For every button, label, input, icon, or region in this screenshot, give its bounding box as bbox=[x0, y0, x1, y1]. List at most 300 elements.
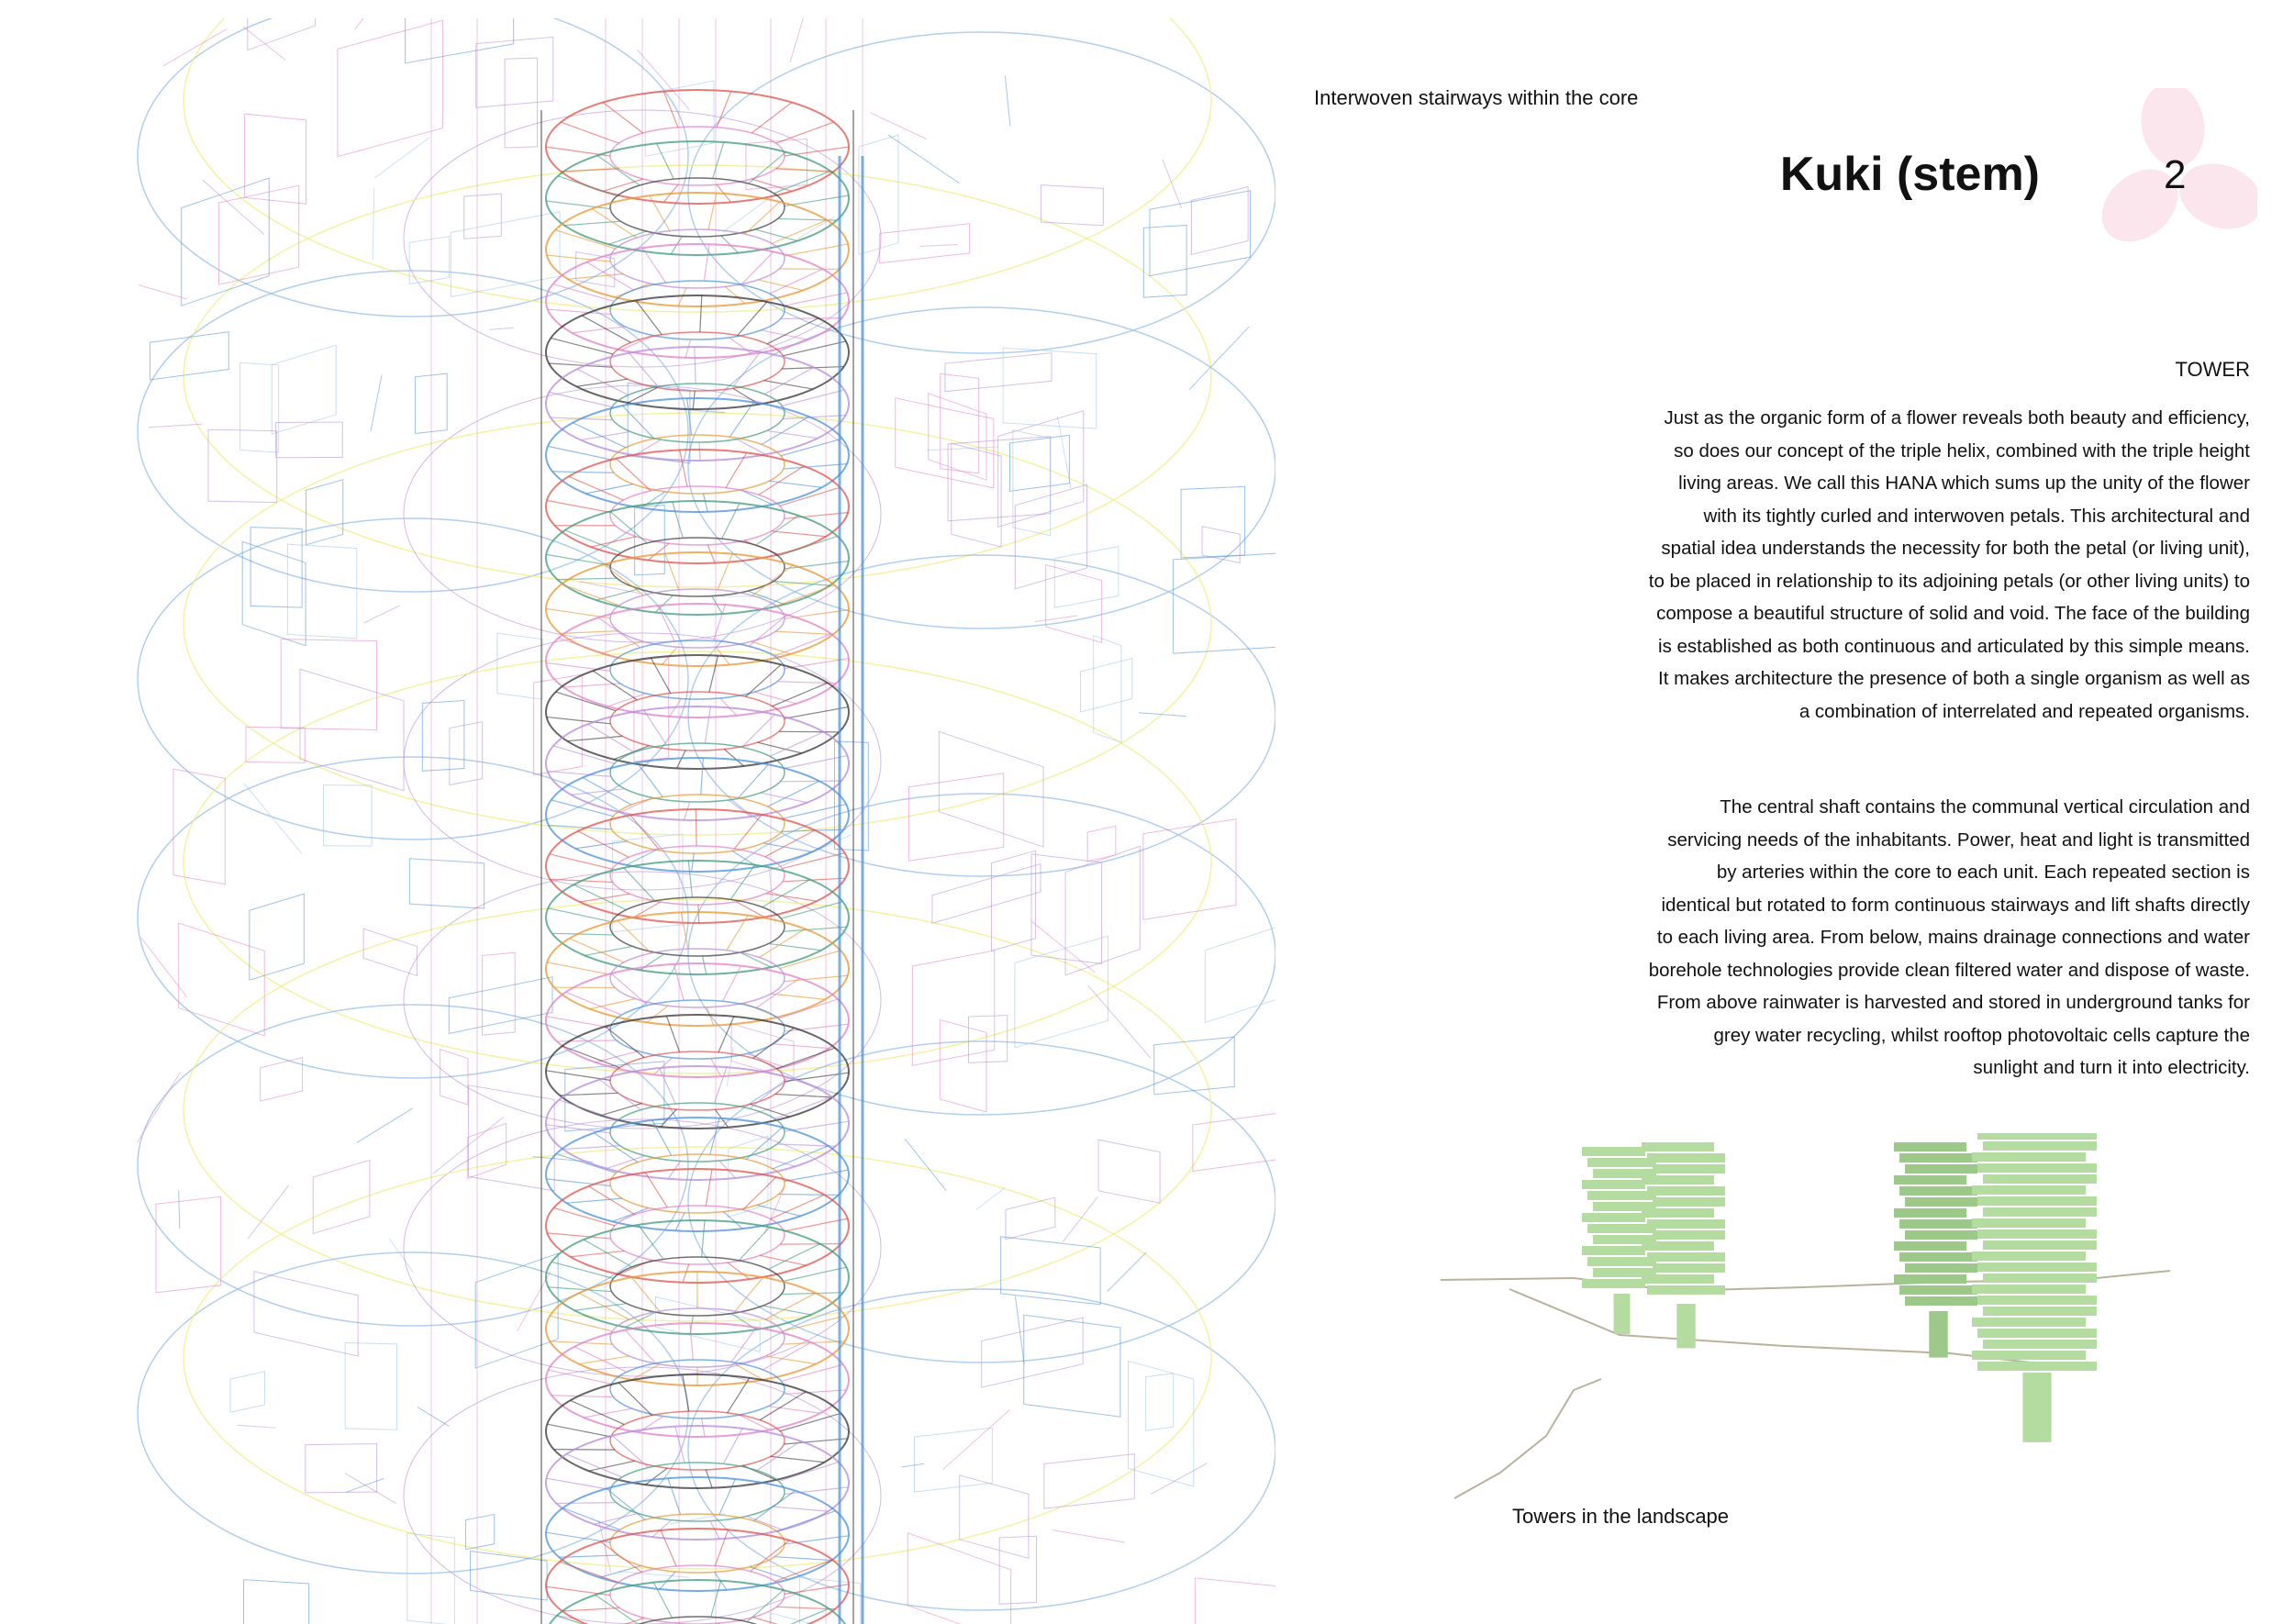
stairway-core-drawing bbox=[128, 18, 1275, 1624]
body-paragraph-hana: Just as the organic form of a flower reveals both beauty and efficiency, so does our concept of the triple helix, combined with the triple height living areas. We call this HANA which sums up the unity of the flower with its tightly curled and interwoven petals. This architectural and spatial idea understands the necessity for both the petal (or living unit), to be placed in relationship to its adjoining petals (or other living units) to compose a beautiful structure of solid and void. The face of the building is established as both continuous and articulated by this simple means. It makes architecture the presence of both a single organism as well as a combination of interrelated and repeated organisms. bbox=[1644, 402, 2250, 728]
unit-frame bbox=[1196, 1578, 1275, 1624]
structure-line bbox=[1031, 921, 1096, 973]
stair-tread bbox=[752, 565, 793, 595]
stair-tread bbox=[718, 554, 732, 590]
helix-inner-ring bbox=[610, 640, 785, 699]
helix-inner-ring bbox=[610, 897, 785, 956]
tower-floor bbox=[1983, 1240, 2097, 1250]
stair-tread bbox=[713, 142, 724, 179]
stair-tread bbox=[547, 1424, 610, 1437]
structure-line bbox=[139, 285, 187, 299]
unit-frame bbox=[451, 212, 560, 297]
stair-tread bbox=[673, 502, 684, 539]
tower-floor bbox=[1587, 1257, 1656, 1266]
unit-frame bbox=[999, 1536, 1036, 1604]
tower-floor bbox=[1642, 1208, 1714, 1218]
helix-ring bbox=[546, 706, 849, 820]
stair-tread bbox=[774, 1608, 830, 1624]
stair-tread bbox=[658, 606, 674, 641]
tower-floor bbox=[1894, 1241, 1966, 1251]
helix-ring bbox=[546, 193, 849, 306]
stair-tread bbox=[606, 1027, 645, 1058]
stair-tread bbox=[779, 1195, 839, 1196]
unit-frame bbox=[276, 422, 343, 458]
stair-tread bbox=[709, 656, 718, 693]
stair-tread bbox=[741, 490, 773, 505]
helix-inner-ring bbox=[610, 229, 785, 288]
structure-line bbox=[389, 1239, 413, 1273]
structure-line bbox=[364, 606, 400, 623]
structure-line bbox=[1005, 76, 1010, 127]
tower-floor bbox=[1905, 1197, 1977, 1207]
stair-tread bbox=[764, 367, 814, 394]
stair-tread bbox=[703, 956, 707, 974]
stair-tread bbox=[653, 1583, 672, 1618]
structure-line bbox=[248, 1185, 288, 1239]
body-paragraph-central-shaft: The central shaft contains the communal vertical circulation and servicing needs of the inhabitants. Power, heat and light is transmitted by arteries within the core to each unit. Each repeated section is identical but rotated to form continuous stairways and lift shafts directly to each living area. From below, mains drainage connections and water borehole technologies provide clean filtered water and dispose of waste. From above rainwater is harvested and stored in underground tanks for grey water recycling, whilst rooftop photovoltaic cells capture the sunlight and turn it into electricity. bbox=[1644, 791, 2250, 1085]
unit-frame bbox=[1205, 925, 1275, 1022]
tower-floor bbox=[1587, 1191, 1656, 1200]
structure-line bbox=[790, 18, 806, 62]
stair-tread bbox=[779, 1463, 839, 1482]
unit-frame bbox=[476, 37, 553, 107]
structure-line bbox=[203, 180, 264, 235]
structure-line bbox=[489, 328, 514, 329]
tower-floor bbox=[1972, 1152, 2086, 1162]
tower-floor bbox=[1582, 1279, 1645, 1288]
structure-line bbox=[1052, 1530, 1125, 1542]
stair-tread bbox=[755, 516, 798, 545]
tower-floor bbox=[1899, 1186, 1977, 1196]
towers-landscape-illustration bbox=[1436, 1133, 2184, 1518]
stair-tread bbox=[774, 171, 830, 193]
unit-frame bbox=[218, 185, 298, 284]
helix-inner-ring bbox=[610, 1206, 785, 1264]
unit-frame bbox=[464, 194, 502, 239]
stair-tread bbox=[683, 1264, 689, 1283]
unit-frame bbox=[1181, 486, 1244, 558]
helix-ring bbox=[546, 1580, 849, 1624]
tower-floor bbox=[1642, 1142, 1714, 1151]
stair-tread bbox=[781, 317, 842, 318]
tower-floor bbox=[1899, 1285, 1977, 1295]
stair-tread bbox=[723, 1212, 742, 1229]
unit-frame bbox=[1013, 430, 1051, 536]
tower-floor bbox=[1977, 1362, 2097, 1371]
unit-frame bbox=[1046, 564, 1102, 642]
stair-tread bbox=[579, 1356, 629, 1364]
helix-inner-ring bbox=[610, 435, 785, 494]
structure-line bbox=[888, 135, 959, 184]
stair-tread bbox=[753, 1491, 795, 1521]
unit-frame bbox=[1065, 846, 1140, 975]
stair-tread bbox=[571, 1400, 625, 1424]
unit-frame bbox=[287, 544, 356, 639]
stair-tread bbox=[562, 1508, 619, 1530]
stair-tread bbox=[562, 1046, 619, 1068]
stair-tread bbox=[779, 731, 839, 732]
stair-tread bbox=[777, 1511, 836, 1531]
tower-small-left bbox=[1582, 1147, 1656, 1334]
stair-tread bbox=[699, 442, 700, 461]
structure-line bbox=[1063, 1196, 1097, 1241]
stair-tread bbox=[648, 543, 669, 560]
tower-floor bbox=[1983, 1174, 2097, 1184]
helix-ring bbox=[546, 1477, 849, 1591]
unit-frame bbox=[1024, 1315, 1120, 1417]
stair-tread bbox=[571, 1251, 625, 1256]
unit-frame bbox=[968, 1016, 1007, 1063]
stair-tread bbox=[783, 341, 846, 356]
stair-tread bbox=[558, 176, 617, 196]
stair-tread bbox=[771, 1456, 825, 1462]
stair-tread bbox=[603, 179, 643, 191]
stair-tread bbox=[724, 749, 744, 766]
stair-tread bbox=[706, 1169, 712, 1206]
stair-tread bbox=[562, 1607, 619, 1611]
unit-frame bbox=[1146, 1374, 1174, 1430]
stair-tread bbox=[661, 1530, 676, 1566]
structure-line bbox=[418, 1407, 449, 1427]
unit-frame bbox=[250, 894, 305, 980]
stair-tread bbox=[710, 1118, 719, 1155]
stair-tread bbox=[706, 1470, 712, 1488]
structure-line bbox=[243, 27, 285, 60]
unit-frame bbox=[1087, 826, 1116, 862]
unit-frame bbox=[240, 362, 279, 452]
stair-tread bbox=[749, 615, 786, 646]
stair-tread bbox=[717, 92, 731, 128]
stair-tread bbox=[770, 732, 823, 757]
stair-tread bbox=[556, 1154, 616, 1174]
unit-frame bbox=[242, 541, 306, 645]
unit-frame bbox=[409, 859, 484, 908]
unit-plate-right bbox=[688, 794, 1275, 1115]
stair-tread bbox=[753, 1028, 795, 1058]
helix-inner-ring bbox=[610, 127, 785, 185]
stair-tread bbox=[707, 1007, 714, 1026]
stair-tread bbox=[602, 641, 642, 653]
tower-floor bbox=[1894, 1175, 1966, 1185]
stair-tread bbox=[546, 1478, 610, 1489]
tower-floor bbox=[1983, 1340, 2097, 1349]
tower-floor bbox=[1587, 1224, 1656, 1233]
unit-plate-outer bbox=[184, 1147, 1211, 1569]
stair-tread bbox=[725, 286, 745, 303]
stair-tread bbox=[756, 978, 799, 1007]
stair-tread bbox=[559, 1100, 618, 1120]
structure-line bbox=[1108, 1252, 1147, 1292]
helix-ring bbox=[546, 758, 849, 872]
stair-tread bbox=[774, 634, 831, 656]
stair-tread bbox=[734, 815, 762, 849]
unit-frame bbox=[1191, 187, 1248, 255]
stair-tread bbox=[685, 339, 690, 358]
stair-tread bbox=[549, 392, 612, 406]
unit-frame bbox=[1174, 553, 1275, 653]
tower-small-right bbox=[1642, 1142, 1725, 1348]
helix-inner-ring bbox=[610, 1411, 785, 1470]
tower-floor bbox=[1905, 1296, 1977, 1306]
tower-floor bbox=[1905, 1263, 1977, 1273]
tower-floor bbox=[1977, 1163, 2097, 1173]
tower-floor bbox=[1647, 1285, 1725, 1295]
unit-frame bbox=[1044, 1454, 1134, 1508]
stair-tread bbox=[748, 591, 785, 605]
structure-line bbox=[141, 938, 187, 997]
stair-tread bbox=[771, 994, 825, 999]
unit-frame bbox=[465, 1515, 494, 1550]
structure-line bbox=[244, 784, 302, 854]
unit-frame bbox=[939, 731, 1043, 847]
unit-frame bbox=[960, 1475, 1029, 1559]
stair-tread bbox=[650, 195, 670, 230]
helix-inner-ring bbox=[610, 692, 785, 751]
tower-floor bbox=[1582, 1246, 1645, 1255]
stair-tread bbox=[784, 1390, 847, 1395]
tower-floor bbox=[1899, 1219, 1977, 1229]
stair-tread bbox=[754, 692, 796, 704]
stair-tread bbox=[776, 122, 834, 143]
structure-line bbox=[902, 1463, 924, 1466]
stair-tread bbox=[685, 802, 690, 820]
unit-frame bbox=[932, 864, 1041, 924]
stair-tread bbox=[753, 1618, 795, 1624]
stair-tread bbox=[550, 854, 612, 869]
tower-floor bbox=[1642, 1175, 1714, 1185]
stair-tread bbox=[557, 578, 617, 579]
tower-floor bbox=[1653, 1197, 1725, 1207]
stair-tread bbox=[584, 1240, 632, 1267]
structure-line bbox=[355, 18, 382, 29]
unit-frame bbox=[300, 669, 404, 790]
stair-tread bbox=[745, 202, 780, 234]
helix-ring bbox=[546, 244, 849, 358]
stair-tread bbox=[548, 309, 611, 315]
unit-frame bbox=[991, 851, 1035, 951]
helix-ring bbox=[546, 1118, 849, 1231]
unit-frame bbox=[467, 1123, 506, 1178]
tower-trunk bbox=[1929, 1311, 1947, 1358]
helix-inner-ring bbox=[610, 1103, 785, 1162]
stair-tread bbox=[728, 1262, 750, 1279]
stair-tread bbox=[548, 771, 611, 776]
stair-tread bbox=[591, 537, 636, 547]
tower-floor bbox=[1977, 1329, 2097, 1338]
tower-trunk bbox=[2022, 1373, 2051, 1442]
stair-tread bbox=[719, 1479, 736, 1515]
stair-tread bbox=[572, 327, 625, 333]
helix-ring bbox=[546, 604, 849, 717]
stair-tread bbox=[576, 379, 628, 386]
helix-ring bbox=[546, 141, 849, 255]
tower-floor bbox=[1642, 1274, 1714, 1284]
stair-tread bbox=[780, 487, 841, 506]
stair-tread bbox=[598, 617, 640, 648]
unit-frame bbox=[859, 135, 898, 254]
unit-frame bbox=[244, 1580, 309, 1624]
stair-tread bbox=[753, 1154, 795, 1166]
unit-frame bbox=[1098, 1140, 1160, 1203]
tower-dark bbox=[1894, 1142, 1977, 1358]
structure-line bbox=[374, 138, 429, 178]
stair-tread bbox=[759, 466, 804, 495]
helix-ring bbox=[546, 963, 849, 1077]
stair-tread bbox=[780, 1244, 841, 1245]
tower-tall bbox=[1972, 1133, 2097, 1442]
structure-line bbox=[179, 1190, 180, 1228]
tower-floor bbox=[1647, 1153, 1725, 1162]
stair-tread bbox=[665, 553, 679, 589]
tower-floor bbox=[1653, 1164, 1725, 1174]
towers-landscape-svg bbox=[1436, 1133, 2184, 1518]
stair-tread bbox=[734, 352, 761, 386]
stair-tread bbox=[729, 800, 752, 817]
unit-frame bbox=[345, 1342, 396, 1429]
unit-frame bbox=[1143, 819, 1236, 920]
unit-frame bbox=[1009, 435, 1069, 491]
unit-frame bbox=[272, 345, 336, 434]
stair-tread bbox=[614, 746, 650, 760]
stair-tread bbox=[700, 295, 702, 332]
stair-tread bbox=[770, 269, 823, 294]
unit-frame bbox=[497, 633, 542, 699]
stair-tread bbox=[774, 1044, 830, 1049]
stair-tread bbox=[693, 391, 695, 409]
tower-floor bbox=[1905, 1230, 1977, 1240]
stair-tread bbox=[784, 464, 847, 469]
section-label: TOWER bbox=[2176, 358, 2250, 382]
slope-line bbox=[1454, 1379, 1601, 1498]
helix-inner-ring bbox=[610, 178, 785, 237]
helix-stairways bbox=[541, 90, 863, 1624]
unit-frame bbox=[998, 411, 1084, 528]
page-title: Kuki (stem) bbox=[1780, 147, 2040, 202]
tower-floor bbox=[1587, 1158, 1656, 1167]
structure-line bbox=[1088, 985, 1151, 1058]
unit-plate-outer bbox=[184, 413, 1211, 835]
stair-tread bbox=[563, 1146, 620, 1150]
stair-tread bbox=[722, 966, 741, 1002]
stair-tread bbox=[772, 531, 826, 537]
unit-frame bbox=[313, 1160, 370, 1233]
stair-tread bbox=[552, 472, 614, 473]
caption-towers-landscape: Towers in the landscape bbox=[1512, 1505, 1729, 1529]
structure-line bbox=[1151, 1463, 1207, 1495]
stair-tread bbox=[552, 933, 614, 935]
stair-tread bbox=[752, 179, 792, 191]
stair-tread bbox=[746, 1516, 782, 1529]
stair-tread bbox=[613, 1208, 649, 1222]
stair-tread bbox=[622, 406, 654, 439]
structure-line bbox=[162, 29, 227, 66]
unit-frame bbox=[261, 1058, 303, 1101]
stair-tread bbox=[546, 1017, 610, 1028]
unit-frame bbox=[281, 640, 376, 730]
stair-tread bbox=[651, 658, 671, 694]
helix-ring bbox=[546, 1374, 849, 1488]
unit-frame bbox=[948, 437, 1051, 521]
tower-floor bbox=[1899, 1153, 1977, 1162]
unit-frame bbox=[982, 1318, 1083, 1387]
structure-line bbox=[357, 1108, 413, 1143]
structure-line bbox=[580, 582, 640, 594]
unit-frame bbox=[1041, 185, 1104, 226]
tower-floor bbox=[1582, 1180, 1645, 1189]
tower-trunk bbox=[1676, 1304, 1695, 1348]
stair-tread bbox=[774, 1557, 831, 1561]
stair-tread bbox=[747, 1053, 784, 1067]
structure-line bbox=[905, 1139, 946, 1191]
unit-frame bbox=[880, 224, 970, 263]
stair-tread bbox=[784, 756, 847, 769]
stair-tread bbox=[765, 1356, 816, 1364]
stair-tread bbox=[692, 853, 695, 872]
unit-frame bbox=[422, 700, 464, 771]
structure-line bbox=[920, 245, 958, 247]
unit-frame bbox=[1150, 191, 1251, 276]
unit-frame bbox=[1129, 1361, 1194, 1486]
structure-line bbox=[942, 1409, 1009, 1469]
tower-trunk bbox=[1614, 1294, 1631, 1334]
structure-line bbox=[238, 1425, 276, 1428]
stair-tread bbox=[609, 231, 647, 244]
stair-tread bbox=[666, 1016, 679, 1051]
stair-tread bbox=[546, 662, 610, 671]
tower-floor bbox=[1653, 1230, 1725, 1240]
structure-line bbox=[371, 375, 382, 431]
structure-line bbox=[138, 1072, 181, 1142]
stair-tread bbox=[774, 1096, 831, 1118]
stair-tread bbox=[739, 1228, 769, 1261]
stair-tread bbox=[775, 631, 833, 634]
stair-tread bbox=[585, 484, 633, 494]
structure-line bbox=[1163, 160, 1182, 208]
structure-line bbox=[346, 1478, 384, 1492]
tower-floor bbox=[1977, 1133, 2097, 1140]
stair-tread bbox=[784, 1218, 847, 1231]
tower-floor bbox=[1647, 1219, 1725, 1229]
stair-tread bbox=[695, 347, 696, 384]
stair-tread bbox=[547, 962, 611, 974]
stair-tread bbox=[761, 793, 807, 803]
caption-interwoven-stairways: Interwoven stairways within the core bbox=[1314, 86, 1638, 110]
stair-tread bbox=[683, 1374, 689, 1411]
tower-floor bbox=[1972, 1318, 2086, 1327]
tower-floor bbox=[1977, 1296, 2097, 1305]
unit-frame bbox=[1094, 636, 1121, 743]
stair-tread bbox=[555, 230, 616, 249]
tower-floor bbox=[1905, 1164, 1977, 1174]
stair-tread bbox=[677, 751, 686, 769]
unit-frame bbox=[475, 1253, 558, 1368]
stair-tread bbox=[603, 103, 643, 133]
stair-tread bbox=[702, 1418, 705, 1437]
stair-tread bbox=[546, 554, 610, 565]
stair-tread bbox=[557, 1040, 617, 1041]
stair-tread bbox=[765, 830, 815, 857]
tower-floor bbox=[1977, 1262, 2097, 1272]
unit-frame bbox=[1003, 348, 1097, 428]
unit-frame bbox=[156, 1196, 221, 1293]
stair-tread bbox=[575, 841, 627, 849]
stair-tread bbox=[767, 318, 818, 344]
unit-frame bbox=[940, 1019, 986, 1112]
stair-tread bbox=[656, 143, 674, 179]
unit-frame bbox=[912, 951, 994, 1065]
tower-floor bbox=[1894, 1274, 1966, 1284]
helix-inner-ring bbox=[610, 1000, 785, 1059]
